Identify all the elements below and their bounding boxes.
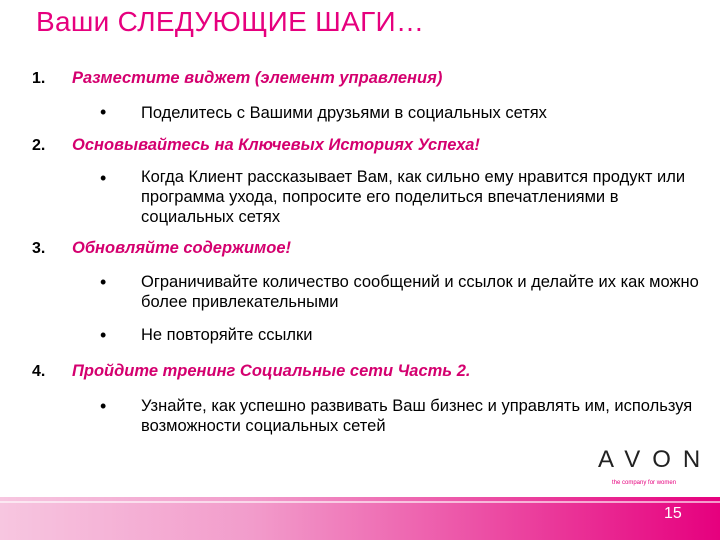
step-bullet: Поделитесь с Вашими друзьями в социальных сетях xyxy=(141,104,547,122)
bullet-icon: • xyxy=(100,272,107,292)
step-number: 2. xyxy=(32,137,46,154)
step-bullet: Не повторяйте ссылки xyxy=(141,326,313,344)
step-number: 1. xyxy=(32,70,46,87)
bullet-icon: • xyxy=(100,102,107,122)
slide-title: Ваши СЛЕДУЮЩИЕ ШАГИ… xyxy=(36,6,425,37)
step-bullet: Когда Клиент рассказывает Вам, как сильно ему нравится продукт или программа ухода, попросите его поделиться впечатлениями в социальных сетях xyxy=(141,168,686,226)
bullet-icon: • xyxy=(100,325,107,345)
step-number: 4. xyxy=(32,363,46,380)
avon-logo: AVON xyxy=(598,446,713,473)
logo-tagline: the company for women xyxy=(612,480,677,486)
step-heading: Разместите виджет (элемент управления) xyxy=(72,69,443,87)
step-heading: Основывайтесь на Ключевых Историях Успеха! xyxy=(72,136,480,154)
step-bullet: Ограничивайте количество сообщений и ссылок и делайте их как можно более привлекательными xyxy=(141,273,699,311)
page-number: 15 xyxy=(664,505,682,522)
step-bullet: Узнайте, как успешно развивать Ваш бизнес и управлять им, используя возможности социальных сетей xyxy=(141,397,693,435)
bullet-icon: • xyxy=(100,396,107,416)
step-number: 3. xyxy=(32,240,46,257)
bullet-icon: • xyxy=(100,168,107,188)
step-heading: Обновляйте содержимое! xyxy=(72,239,292,257)
footer-divider xyxy=(0,501,720,503)
step-heading: Пройдите тренинг Социальные сети Часть 2. xyxy=(72,362,471,380)
footer-bar xyxy=(0,497,720,540)
